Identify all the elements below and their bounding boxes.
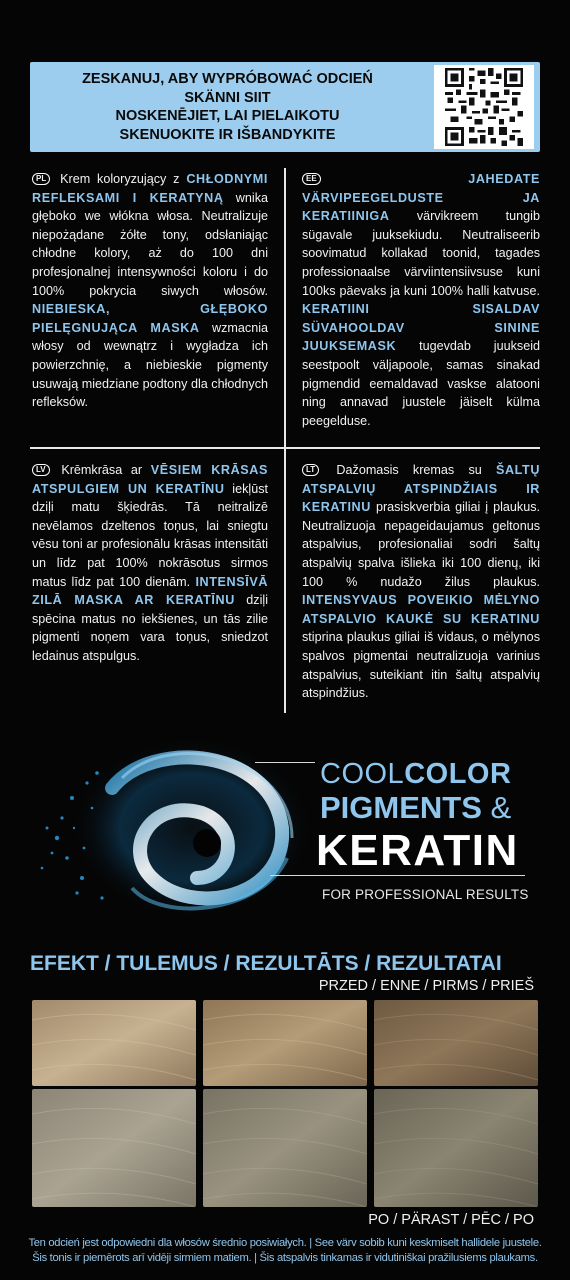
section-ee: [302, 170, 540, 430]
badge-lt: LT: [302, 464, 319, 476]
hair-swatch-after: [32, 1089, 196, 1207]
scan-banner: [30, 62, 540, 152]
scan-banner-text: [30, 70, 425, 144]
claim-cool-color: [320, 758, 511, 791]
claim-keratin: KERATIN: [316, 826, 519, 875]
lt-highlight-2: INTENSYVAUS POVEIKIO MĖLYNO ATSPALVIO KAUKĖ SU KERATINU: [302, 593, 540, 626]
section-pl: [32, 170, 268, 412]
lv-highlight-1: VĒSIEM KRĀSAS ATSPULGIEM UN KERATĪNU: [32, 463, 268, 496]
lt-highlight-1: ŠALTŲ ATSPALVIŲ ATSPINDŽIAIS IR KERATINU: [302, 463, 541, 515]
section-lv: [32, 461, 268, 666]
pl-text-1: Krem koloryzujący z: [60, 172, 180, 186]
hair-swatch-before: [203, 1000, 367, 1086]
badge-pl: PL: [32, 173, 50, 185]
hair-swatch-before: [32, 1000, 196, 1086]
scan-line-ee: SKÄNNI SIIT: [184, 89, 271, 106]
claim-pigments: [320, 790, 511, 826]
hair-swatch-before: [374, 1000, 538, 1086]
grid-divider-vertical: [284, 168, 286, 713]
qr-code[interactable]: [434, 65, 534, 149]
divider-line: [255, 762, 315, 763]
swirl-icon: [12, 728, 332, 928]
lt-text-3: stiprina plaukus giliai iš vidaus, o mėlynos spalvos pigmentai neutralizuoja varinius atspalvius, suteikiant itin šaltų atspalvių atspindžius.: [302, 630, 540, 701]
hair-swatch-after: [203, 1089, 367, 1207]
grid-divider-horizontal: [30, 447, 540, 449]
lv-highlight-2: INTENSĪVĀ ZILĀ MASKA AR KERATĪNU: [32, 574, 269, 608]
pl-text-2: wnika głęboko we włókna włosa. Neutralizuje niepożądane żółte tony, odsłaniając chłodne kolory, aż do 100 dni profesjonalnej intensywności koloru i do 100% pokrycia siwych włosów.: [32, 190, 268, 298]
ee-text-3: tugevdab juukseid seestpoolt väljapoole, samas sinakad pigmendid eemaldavad vaskse alatooni ning annavad juustele jäiselt külma peegelduse.: [302, 339, 541, 428]
claim-subtitle: FOR PROFESSIONAL RESULTS: [322, 887, 529, 902]
footer-line-1: Ten odcień jest odpowiedni dla włosów średnio posiwiałych. | See värv sobib kuni keskmiselt hallidele juustele.: [28, 1237, 542, 1249]
scan-line-pl: ZESKANUJ, ABY WYPRÓBOWAĆ ODCIEŃ: [82, 71, 373, 87]
claim-pigments-word: PIGMENTS: [320, 790, 482, 825]
language-text-grid: [30, 168, 540, 728]
after-label: PO / PÄRAST / PĒC / PO: [368, 1212, 534, 1228]
claim-cool: COOL: [320, 758, 405, 790]
lv-text-1: Krēmkrāsa ar: [61, 463, 143, 477]
badge-ee: EE: [302, 173, 321, 185]
lv-text-2: iekļūst dziļi matu šķiedrās. Tā neitralizē nevēlamos dzeltenos toņus, lai sniegtu vēsu toni ar profesionālu krāsas intensitāti un līdz pat 100% nokrāsotus sirmos matus līdz pat 100 dienām.: [32, 481, 268, 589]
before-label: PRZED / ENNE / PIRMS / PRIEŠ: [318, 978, 534, 994]
ee-highlight-2: KERATIINI SISALDAV SÜVAHOOLDAV SININE JUUKSEMASK: [302, 302, 540, 354]
ee-text-2: värvikreem tungib sügavale juuksekiudu. Neutraliseerib soovimatud kollakad toonid, tagades professionaalse värviintensiivsuse kuni 100ks päevaks ja kuni 100% halli katvuse.: [302, 209, 540, 298]
scan-line-lv: NOSKENĒJIET, LAI PIELAIKOTU: [115, 108, 340, 124]
footer-note: [0, 1236, 570, 1266]
pl-highlight-1: CHŁODNYMI REFLEKSAMI I KERATYNĄ: [32, 172, 269, 205]
claim-ampersand: &: [490, 790, 512, 825]
pl-text-3: wzmacnia włosy od wewnątrz i wygładza ich powierzchnię, a niebieskie pigmenty usuwają miedziane podtony dla chłodnych refleksów.: [32, 320, 269, 410]
qr-code-icon: [445, 68, 523, 146]
lt-text-1: Dažomasis kremas su: [336, 463, 482, 477]
footer-line-2: Šis tonis ir piemērots arī vidēji sirmiem matiem. | Šis atspalvis tinkamas ir vidutiniškai pražilusiems plaukams.: [32, 1252, 538, 1264]
badge-lv: LV: [32, 464, 50, 476]
lt-text-2: prasiskverbia giliai į plaukus. Neutralizuoja nepageidaujamus geltonus atspalvius, profesionaliai sodri šaltų atspalvių spalva išlieka iki 100 dienų, iki 100 % nudažo žilus plaukus.: [302, 500, 541, 589]
lv-text-3: dziļi spēcina matus no iekšienes, un tās zilie pigmenti noņem vara toņus, sniedzot ledainus atspulgus.: [32, 593, 268, 663]
section-lt: [302, 461, 540, 703]
pl-highlight-2: NIEBIESKA, GŁĘBOKO PIELĘGNUJĄCA MASKA: [32, 302, 268, 335]
hair-swatch-after: [374, 1089, 538, 1207]
claim-color: COLOR: [404, 758, 512, 790]
scan-line-lt: SKENUOKITE IR IŠBANDYKITE: [119, 126, 336, 143]
results-title: EFEKT / TULEMUS / REZULTĀTS / REZULTATAI: [30, 952, 502, 975]
ee-highlight-1: JAHEDATE VÄRVIPEEGELDUSTE JA KERATIINIGA: [302, 172, 540, 224]
